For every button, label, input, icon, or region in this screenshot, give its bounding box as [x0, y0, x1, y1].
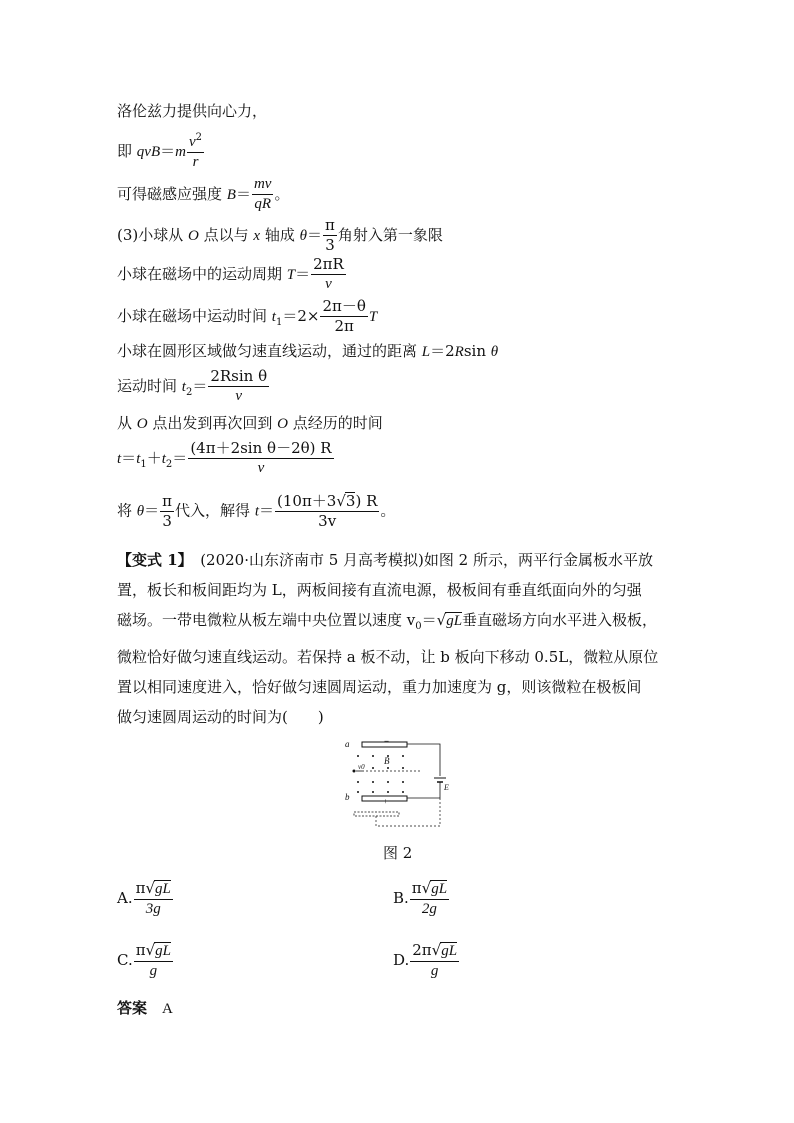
fraction: $\frac{v^2}{r}$ [188, 132, 203, 171]
option-c[interactable]: C. $\frac{\pi√gL}{g}$ [117, 941, 171, 979]
fraction: $\frac{\pi}{3}$ [162, 491, 173, 530]
variant-line-6: 做匀速圆周运动的时间为( ) [117, 708, 324, 726]
field-dots [357, 755, 404, 793]
fraction: $\frac{2\pi R}{v}$ [313, 255, 344, 293]
variant-line-1: 【变式 1】 (2020·山东济南市 5 月高考模拟)如图 2 所示，两平行金属板水平放 [117, 551, 653, 569]
label-b: b [345, 792, 350, 802]
variant-line-4: 微粒恰好做匀速直线运动。若保持 a 板不动，让 b 板向下移动 0.5L，微粒从原位 [117, 648, 659, 666]
text-line-11: 将 θ＝ $\frac{\pi}{3}$ 代入，解得 t＝ $\frac{(10\pi+3√3) R}{3v}$ 。 [117, 491, 396, 531]
label-a: a [345, 739, 350, 749]
option-a[interactable]: A. $\frac{\pi√gL}{3g}$ [117, 879, 171, 917]
fraction: $\frac{(10\pi+3√3) R}{3v}$ [277, 492, 378, 531]
answer-line [117, 1001, 173, 1017]
text-line-1: 洛伦兹力提供向心力， [117, 102, 268, 120]
text-line-8: 运动时间 $t_2=$ $\frac{\text{2Rsin θ}}{v}$ [117, 367, 268, 405]
text-line-9: 从 O 点出发到再次回到 O 点经历的时间 [117, 414, 383, 432]
circuit-figure [340, 734, 460, 834]
option-b[interactable]: B. $\frac{\pi√gL}{2g}$ [393, 879, 448, 917]
text-line-5: 小球在磁场中的运动周期 T＝ $\frac{2\pi R}{v}$ [117, 255, 344, 293]
option-d[interactable]: D. $\frac{2\pi√gL}{g}$ [393, 941, 458, 979]
text-line-10: $t=t_1+t_2=$ $\frac{\text{(4π＋2sin θ－2θ) R}}{v}$ [117, 439, 332, 477]
variant-tag: 【变式 1】 [117, 551, 186, 569]
fraction: $\frac{2\pi-\theta}{2\pi}$ [322, 297, 366, 336]
fraction: $\frac{\text{2Rsin θ}}{v}$ [210, 367, 268, 405]
text-line-4: (3)小球从 O 点以与 x 轴成 θ＝ $\frac{\pi}{3}$ 角射入第一象限 [117, 216, 443, 255]
label-B: B [384, 756, 390, 766]
fraction: $\frac{mv}{qR}$ [253, 176, 272, 213]
text-line-3: 可得磁感应强度 B＝ $\frac{mv}{qR}$ 。 [117, 176, 290, 213]
text-line-7: 小球在圆形区域做匀速直线运动，通过的距离 L＝2Rsin θ [117, 342, 499, 360]
fraction: $\frac{\text{(4π＋2sin θ－2θ) R}}{v}$ [190, 439, 332, 477]
variant-paragraph [117, 545, 682, 732]
answer-label: 答案 [117, 999, 148, 1017]
variant-line-2: 置，板长和板间距均为 L，两板间接有直流电源，极板间有垂直纸面向外的匀强 [117, 581, 642, 599]
variant-line-3: 磁场。一带电微粒从板左端中央位置以速度 $v_0=√gL$垂直磁场方向水平进入极板， [117, 611, 658, 632]
answer-value: A [162, 1001, 173, 1017]
text-line-2: 即 qvB＝m $\frac{v^2}{r}$ [117, 132, 203, 171]
variant-line-5: 置以相同速度进入，恰好做匀速圆周运动，重力加速度为 g，则该微粒在极板间 [117, 678, 642, 696]
label-E: E [444, 783, 449, 792]
label-minus: − [384, 736, 390, 746]
figure-caption: 图 2 [383, 844, 413, 862]
label-v0: v0 [358, 763, 365, 771]
fraction: $\frac{\pi}{3}$ [325, 216, 335, 255]
text-line-6: 小球在磁场中运动时间 $t_1=2\times$ $\frac{2\pi-\theta}{2\pi}$ T [117, 297, 378, 336]
label-plus: + [383, 797, 388, 806]
